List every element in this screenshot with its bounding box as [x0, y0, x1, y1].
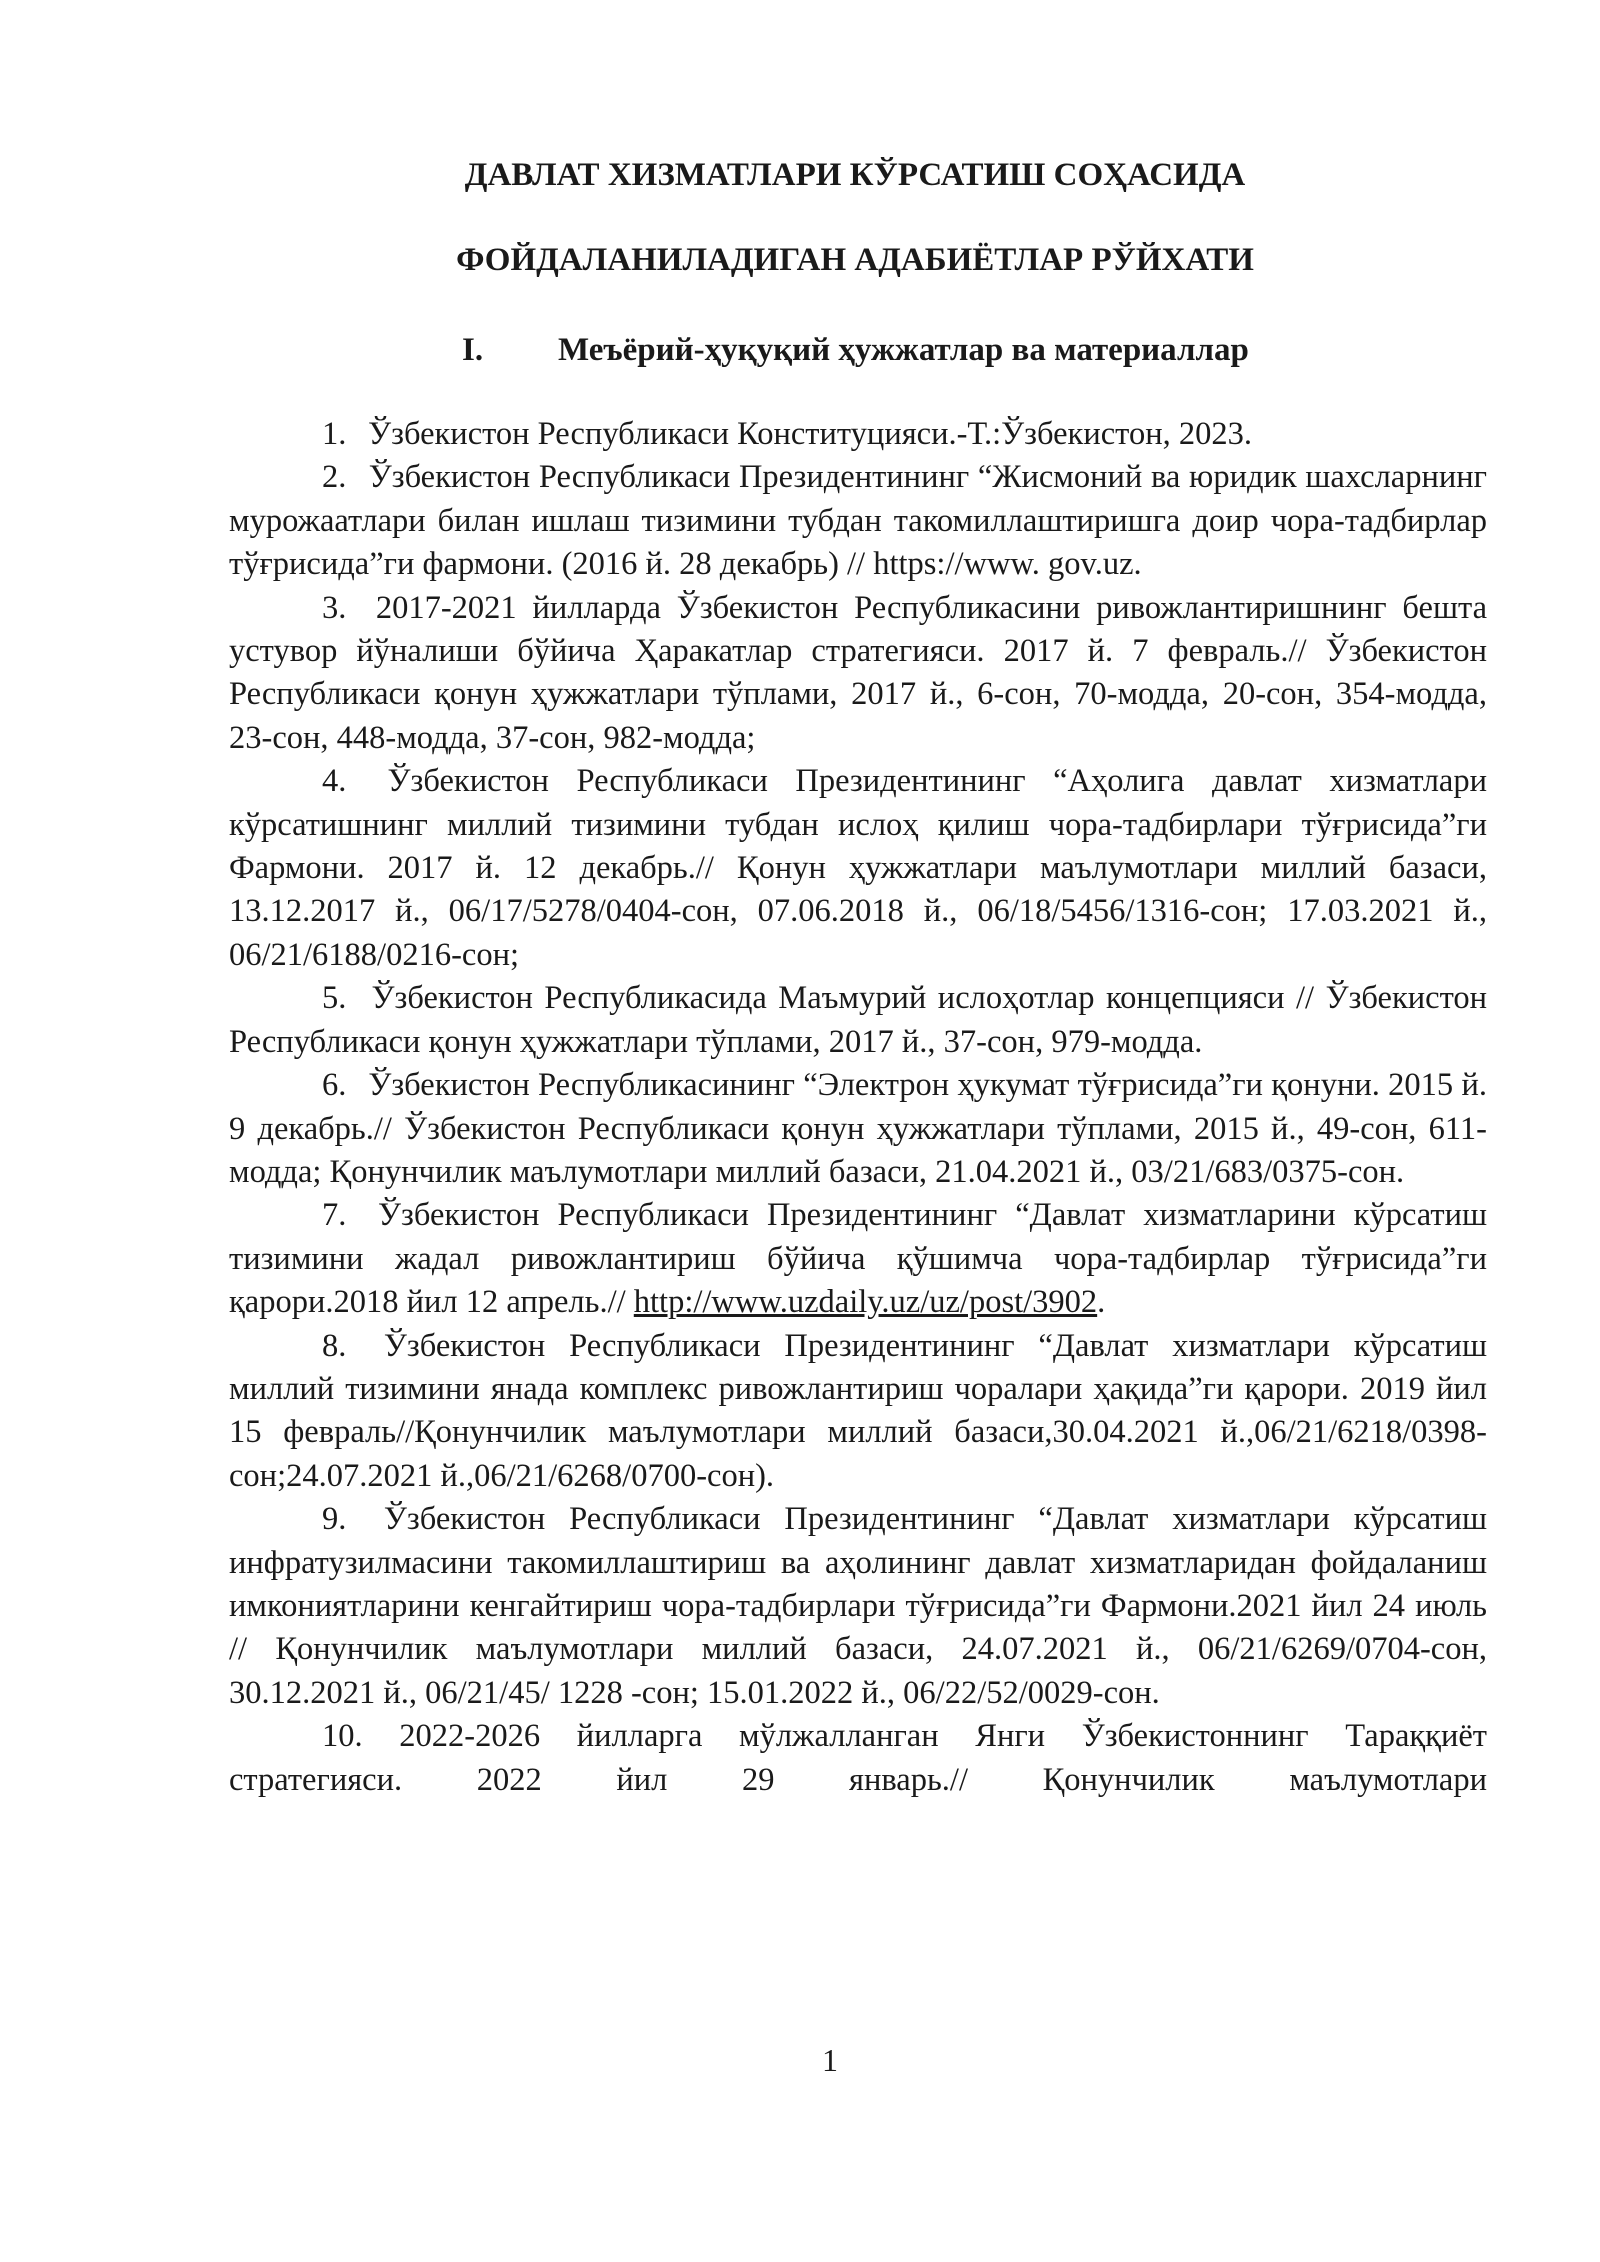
reference-number: 2.: [322, 459, 347, 496]
reference-item-5: [229, 977, 1487, 1064]
reference-item-1: [229, 413, 1487, 456]
reference-number: 9.: [322, 1501, 347, 1538]
reference-item-2: [229, 456, 1487, 586]
reference-text-end: .: [1097, 1284, 1106, 1321]
page-number: 1: [822, 2042, 838, 2078]
reference-item-4: [229, 760, 1487, 977]
reference-item-8: [229, 1325, 1487, 1499]
document-title-line-1: ДАВЛАТ ХИЗМАТЛАРИ КЎРСАТИШ СОҲАСИДА: [464, 157, 1246, 193]
reference-text: Ўзбекистон Республикаси Президентининг “Жисмоний ва юридик шахсларнинг мурожаатлари билан ишлаш тизимини тубдан такомиллаштиришга доир чора-тадбирлар тўғрисида”ги фармони. (2016 й. 28 декабрь) // https://www. gov.uz.: [229, 459, 1487, 583]
reference-number: 5.: [322, 980, 347, 1017]
reference-link[interactable]: http://www.uzdaily.uz/uz/post/3902: [633, 1284, 1098, 1321]
reference-number: 1.: [322, 416, 347, 452]
reference-text: Ўзбекистон Республикаси Конституцияси.-Т.:Ўзбекистон, 2023.: [368, 416, 1252, 452]
reference-number: 8.: [322, 1327, 347, 1364]
reference-number: 10.: [322, 1718, 363, 1755]
reference-text: Ўзбекистон Республикаси Президентининг “Давлат хизматлари кўрсатиш инфратузилмасини такомиллаштириш ва аҳолининг давлат хизматларидан фойдаланиш имкониятларини кенгайтириш чора-тадбирлари тўғрисида”ги Фармони.2021 йил 24 июль // Қонунчилик маълумотлари миллий базаси, 24.07.2021 й., 06/21/6269/0704-сон, 30.12.2021 й., 06/21/45/ 1228 -сон; 15.01.2022 й., 06/22/52/0029-сон.: [229, 1501, 1488, 1711]
section-title: Меъёрий-ҳуқуқий ҳужжатлар ва материаллар: [558, 332, 1249, 368]
reference-number: 7.: [322, 1197, 347, 1234]
reference-text: 2022-2026 йилларга мўлжалланган Янги Ўзбекистоннинг Тараққиёт стратегияси. 2022 йил 29 январь.// Қонунчилик маълумотлари: [229, 1718, 1487, 1798]
reference-item-6: [229, 1064, 1487, 1194]
reference-text: Ўзбекистон Республикаси Президентининг “Давлат хизматларини кўрсатиш тизимини жадал ривожлантириш бўйича қўшимча чора-тадбирлар тўғрисида”ги қарори.2018 йил 12 апрель.//: [229, 1197, 1487, 1321]
reference-number: 4.: [322, 763, 347, 800]
reference-text: Ўзбекистон Республикасининг “Электрон ҳукумат тўғрисида”ги қонуни. 2015 й. 9 декабрь.// Ўзбекистон Республикаси қонун ҳужжатлари тўплами, 2015 й., 49-сон, 611-модда; Қонунчилик маълумотлари миллий базаси, 21.04.2021 й., 03/21/683/0375-сон.: [229, 1067, 1487, 1190]
reference-item-9: [229, 1498, 1487, 1715]
section-number: I.: [462, 332, 484, 368]
reference-number: 3.: [322, 589, 347, 626]
reference-item-7: [229, 1194, 1487, 1324]
reference-item-10: [229, 1715, 1487, 1802]
reference-item-3: [229, 587, 1487, 761]
reference-text: Ўзбекистон Республикасида Маъмурий ислоҳотлар концепцияси // Ўзбекистон Республикаси қонун ҳужжатлари тўплами, 2017 й., 37-сон, 979-модда.: [229, 980, 1487, 1060]
reference-list: [229, 413, 1487, 1802]
reference-number: 6.: [322, 1067, 347, 1104]
section-heading: [462, 330, 1249, 370]
reference-text: Ўзбекистон Республикаси Президентининг “Давлат хизматлари кўрсатиш миллий тизимини янада комплекс ривожлантириш чоралари ҳақида”ги қарори. 2019 йил 15 февраль//Қонунчилик маълумотлари миллий базаси,30.04.2021 й.,06/21/6218/0398-сон;24.07.2021 й.,06/21/6268/0700-сон).: [229, 1327, 1488, 1494]
reference-text: Ўзбекистон Республикаси Президентининг “Аҳолига давлат хизматлари кўрсатишнинг миллий тизимини тубдан ислоҳ қилиш чора-тадбирлари тўғрисида”ги Фармони. 2017 й. 12 декабрь.// Қонун ҳужжатлари маълумотлари миллий базаси, 13.12.2017 й., 06/17/5278/0404-сон, 07.06.2018 й., 06/18/5456/1316-сон; 17.03.2021 й., 06/21/6188/0216-сон;: [229, 763, 1487, 973]
reference-text: 2017-2021 йилларда Ўзбекистон Республикасини ривожлантиришнинг бешта устувор йўналиши бўйича Ҳаракатлар стратегияси. 2017 й. 7 февраль.// Ўзбекистон Республикаси қонун ҳужжатлари тўплами, 2017 й., 6-сон, 70-модда, 20-сон, 354-модда, 23-сон, 448-модда, 37-сон, 982-модда;: [229, 589, 1487, 756]
document-title-line-2: ФОЙДАЛАНИЛАДИГАН АДАБИЁТЛАР РЎЙХАТИ: [456, 242, 1254, 278]
